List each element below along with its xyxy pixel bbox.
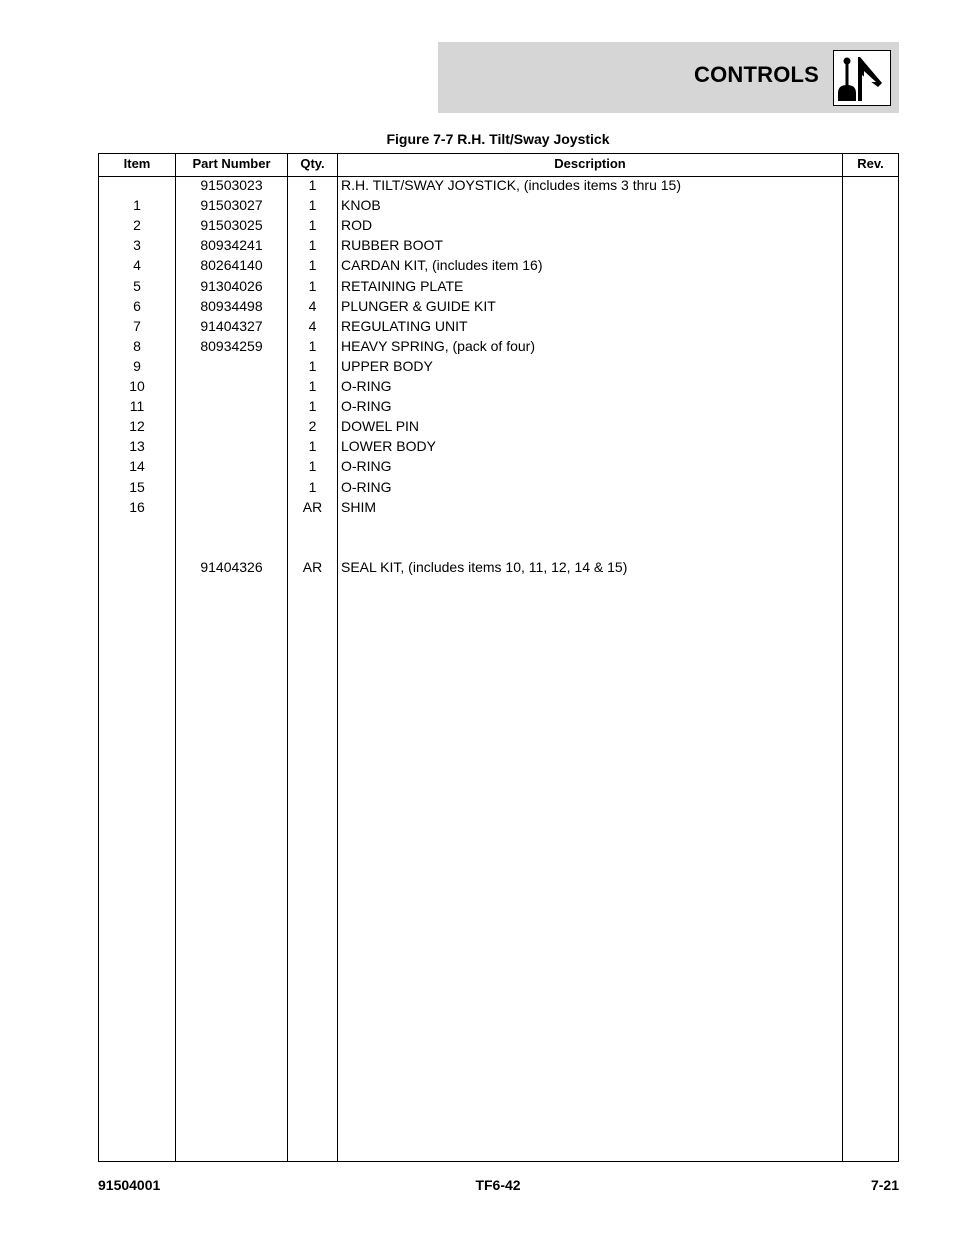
item-cell: 8	[133, 337, 141, 354]
part-number-cell: 91503025	[200, 217, 263, 234]
part-number-cell: 91404326	[200, 558, 263, 575]
column-header-qty: Qty.	[300, 156, 325, 171]
item-cell: 15	[129, 478, 145, 495]
item-cell: 5	[133, 277, 141, 294]
item-cell: 10	[129, 378, 145, 394]
table-row	[99, 175, 898, 195]
table-row	[99, 276, 898, 296]
qty-cell: 1	[308, 378, 317, 394]
description-cell: SEAL KIT, (includes items 10, 11, 12, 14 & 15)	[341, 558, 628, 575]
item-cell: 3	[133, 237, 141, 254]
model-code: TF6-42	[475, 1177, 521, 1193]
qty-cell: 1	[308, 478, 317, 495]
qty-cell: 1	[308, 357, 317, 374]
part-number-cell: 80934241	[200, 237, 263, 254]
description-cell: O-RING	[341, 378, 392, 394]
table-row	[99, 296, 898, 316]
part-number-cell: 91503027	[200, 197, 263, 214]
table-row	[99, 235, 898, 255]
table-row	[99, 436, 898, 456]
part-number-cell: 91304026	[200, 277, 263, 294]
qty-cell: 4	[308, 317, 317, 334]
table-row	[99, 396, 898, 416]
item-cell: 1	[133, 197, 141, 214]
item-cell: 16	[129, 498, 145, 515]
table-row	[99, 477, 898, 497]
description-cell: UPPER BODY	[341, 357, 433, 374]
qty-cell: 2	[308, 418, 317, 435]
description-cell: LOWER BODY	[341, 438, 436, 455]
parts-table	[98, 153, 899, 1162]
part-number-cell: 91404327	[200, 317, 263, 334]
section-header-band	[438, 42, 899, 113]
description-cell: O-RING	[341, 458, 392, 475]
table-row	[99, 456, 898, 476]
description-cell: KNOB	[341, 197, 381, 214]
column-header-part-number: Part Number	[192, 156, 271, 171]
table-row	[99, 497, 898, 517]
table-row	[99, 316, 898, 336]
description-cell: O-RING	[341, 478, 392, 495]
description-cell: PLUNGER & GUIDE KIT	[341, 297, 496, 314]
description-cell: ROD	[341, 217, 373, 234]
qty-cell: 4	[308, 297, 317, 314]
qty-cell: 1	[308, 237, 317, 254]
part-number-cell: 80264140	[200, 257, 263, 274]
column-header-item: Item	[123, 156, 151, 171]
description-cell: RETAINING PLATE	[341, 277, 464, 294]
table-row	[99, 215, 898, 235]
document-number: 91504001	[98, 1177, 161, 1193]
qty-cell: 1	[308, 458, 317, 475]
table-row	[99, 416, 898, 436]
qty-cell: 1	[308, 217, 317, 234]
table-row	[99, 376, 898, 396]
item-cell: 4	[133, 257, 141, 274]
item-cell: 11	[129, 398, 145, 415]
table-row	[99, 537, 898, 557]
qty-cell: 1	[308, 337, 317, 354]
part-number-cell: 80934259	[200, 337, 263, 354]
description-cell: O-RING	[341, 398, 392, 415]
qty-cell: 1	[308, 177, 317, 193]
qty-cell: 1	[308, 197, 317, 214]
table-row	[99, 336, 898, 356]
item-cell: 9	[133, 357, 141, 374]
qty-cell: 1	[308, 257, 317, 274]
figure-title: Figure 7-7 R.H. Tilt/Sway Joystick	[386, 131, 610, 147]
item-cell: 6	[133, 297, 141, 314]
table-row	[99, 195, 898, 215]
section-title: CONTROLS	[694, 62, 820, 87]
part-number-cell: 80934498	[200, 297, 263, 314]
column-header-rev: Rev.	[857, 156, 884, 171]
description-cell: R.H. TILT/SWAY JOYSTICK, (includes items 3 thru 15)	[341, 177, 681, 193]
part-number-cell: 91503023	[200, 177, 263, 193]
qty-cell: AR	[302, 498, 323, 515]
item-cell: 14	[129, 458, 145, 475]
description-cell: SHIM	[341, 498, 376, 515]
table-row	[99, 557, 898, 577]
description-cell: REGULATING UNIT	[341, 317, 468, 334]
item-cell: 12	[129, 418, 145, 435]
item-cell: 2	[133, 217, 141, 234]
column-header-description: Description	[554, 156, 626, 171]
qty-cell: 1	[308, 398, 317, 415]
item-cell: 13	[129, 438, 145, 455]
qty-cell: 1	[308, 438, 317, 455]
description-cell: DOWEL PIN	[341, 418, 420, 435]
item-cell: 7	[133, 317, 141, 334]
description-cell: RUBBER BOOT	[341, 237, 443, 254]
description-cell: HEAVY SPRING, (pack of four)	[341, 337, 535, 354]
qty-cell: AR	[302, 558, 323, 575]
table-row	[99, 255, 898, 275]
description-cell: CARDAN KIT, (includes item 16)	[341, 257, 543, 274]
table-row	[99, 517, 898, 537]
qty-cell: 1	[308, 277, 317, 294]
joystick-control-icon	[833, 50, 891, 106]
page-number: 7-21	[870, 1177, 899, 1193]
table-row	[99, 356, 898, 376]
